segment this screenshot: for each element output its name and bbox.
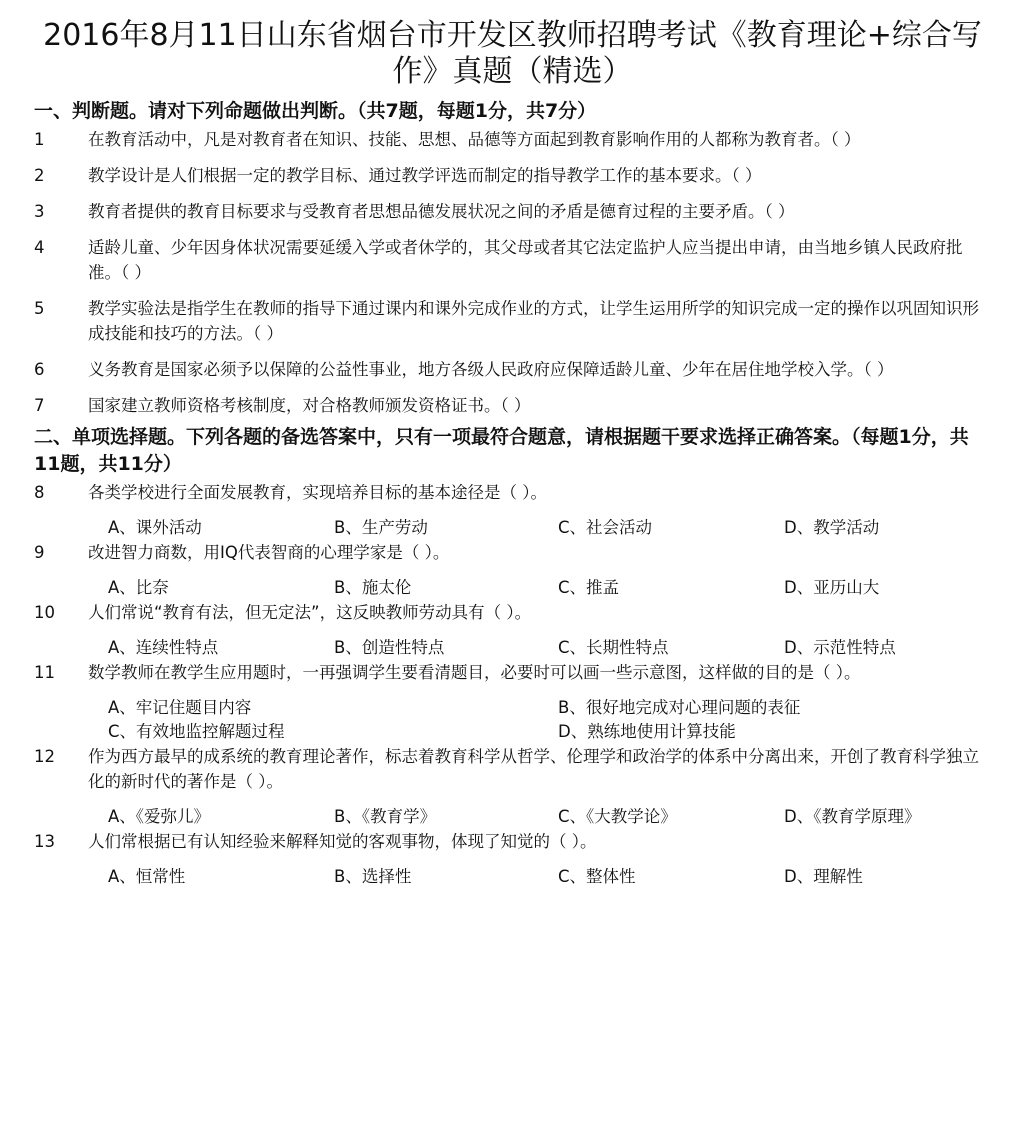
question-text: 人们常根据已有认知经验来解释知觉的客观事物，体现了知觉的（ ）。 (88, 832, 597, 851)
option-row (0, 720, 1025, 744)
option-a: A、课外活动 (108, 518, 202, 537)
question-number: 4 (34, 238, 45, 257)
option-a: A、《爱弥儿》 (108, 807, 211, 826)
option-d: D、教学活动 (784, 518, 880, 537)
option-a: A、恒常性 (108, 867, 186, 886)
question-number: 11 (34, 663, 55, 682)
question-item (0, 540, 1025, 565)
option-d: D、理解性 (784, 867, 863, 886)
question-item (0, 357, 1025, 382)
question-text: 教育者提供的教育目标要求与受教育者思想品德发展状况之间的矛盾是德育过程的主要矛盾。（ ） (88, 202, 795, 221)
option-d: D、熟练地使用计算技能 (558, 722, 736, 741)
option-a: A、牢记住题目内容 (108, 698, 252, 717)
question-item (0, 199, 1025, 224)
question-number: 5 (34, 299, 45, 318)
question-number: 9 (34, 543, 45, 562)
question-item (0, 829, 1025, 854)
option-b: B、选择性 (334, 867, 412, 886)
option-c: C、长期性特点 (558, 638, 669, 657)
question-item (0, 744, 1025, 794)
option-row (0, 865, 1025, 889)
question-number: 2 (34, 166, 45, 185)
option-c: C、社会活动 (558, 518, 653, 537)
question-text: 各类学校进行全面发展教育，实现培养目标的基本途径是（ ）。 (88, 483, 547, 502)
question-number: 1 (34, 130, 45, 149)
option-b: B、生产劳动 (334, 518, 428, 537)
question-text: 人们常说“教育有法，但无定法”，这反映教师劳动具有（ ）。 (88, 603, 532, 622)
question-text: 国家建立教师资格考核制度，对合格教师颁发资格证书。（ ） (88, 396, 531, 415)
option-b: B、很好地完成对心理问题的表征 (558, 698, 801, 717)
option-c: C、《大教学论》 (558, 807, 677, 826)
question-number: 13 (34, 832, 55, 851)
option-d: D、亚历山大 (784, 578, 880, 597)
question-number: 8 (34, 483, 45, 502)
question-text: 数学教师在教学生应用题时，一再强调学生要看清题目，必要时可以画一些示意图，这样做的目的是（ ）。 (88, 663, 861, 682)
question-item (0, 235, 1025, 285)
question-text: 适龄儿童、少年因身体状况需要延缓入学或者休学的，其父母或者其它法定监护人应当提出申请，由当地乡镇人民政府批准。（ ） (88, 238, 963, 282)
option-b: B、《教育学》 (334, 807, 437, 826)
option-c: C、整体性 (558, 867, 636, 886)
option-b: B、创造性特点 (334, 638, 445, 657)
option-d: D、示范性特点 (784, 638, 896, 657)
section-heading-judgment: 一、判断题。请对下列命题做出判断。（共7题，每题1分，共7分） (34, 100, 597, 122)
option-row (0, 805, 1025, 829)
option-d: D、《教育学原理》 (784, 807, 921, 826)
option-row (0, 516, 1025, 540)
question-item (0, 600, 1025, 625)
question-text: 作为西方最早的成系统的教育理论著作，标志着教育科学从哲学、伦理学和政治学的体系中分离出来，开创了教育科学独立化的新时代的著作是（ ）。 (88, 747, 979, 791)
option-b: B、施太伦 (334, 578, 412, 597)
question-text: 义务教育是国家必须予以保障的公益性事业，地方各级人民政府应保障适龄儿童、少年在居住地学校入学。（ ） (88, 360, 894, 379)
option-c: C、推孟 (558, 578, 620, 597)
question-text: 教学设计是人们根据一定的教学目标、通过教学评选而制定的指导教学工作的基本要求。（ ） (88, 166, 762, 185)
question-number: 6 (34, 360, 45, 379)
question-item (0, 127, 1025, 152)
question-number: 3 (34, 202, 45, 221)
question-text: 教学实验法是指学生在教师的指导下通过课内和课外完成作业的方式，让学生运用所学的知识完成一定的操作以巩固知识形成技能和技巧的方法。（ ） (88, 299, 979, 343)
question-item (0, 660, 1025, 685)
question-number: 12 (34, 747, 55, 766)
question-item (0, 393, 1025, 418)
question-number: 7 (34, 396, 45, 415)
page-title: 2016年8月11日山东省烟台市开发区教师招聘考试《教育理论+综合写作》真题（精选） (43, 18, 982, 89)
question-number: 10 (34, 603, 55, 622)
question-item (0, 163, 1025, 188)
option-a: A、连续性特点 (108, 638, 219, 657)
option-a: A、比奈 (108, 578, 169, 597)
question-item (0, 480, 1025, 505)
question-item (0, 296, 1025, 346)
option-row (0, 576, 1025, 600)
option-row (0, 636, 1025, 660)
option-c: C、有效地监控解题过程 (108, 722, 285, 741)
option-row (0, 696, 1025, 720)
question-text: 改进智力商数，用IQ代表智商的心理学家是（ ）。 (88, 543, 450, 562)
question-text: 在教育活动中，凡是对教育者在知识、技能、思想、品德等方面起到教育影响作用的人都称为教育者。（ ） (88, 130, 861, 149)
section-heading-single-choice: 二、单项选择题。下列各题的备选答案中，只有一项最符合题意，请根据题干要求选择正确答案。（每题1分，共11题，共11分） (34, 426, 969, 475)
